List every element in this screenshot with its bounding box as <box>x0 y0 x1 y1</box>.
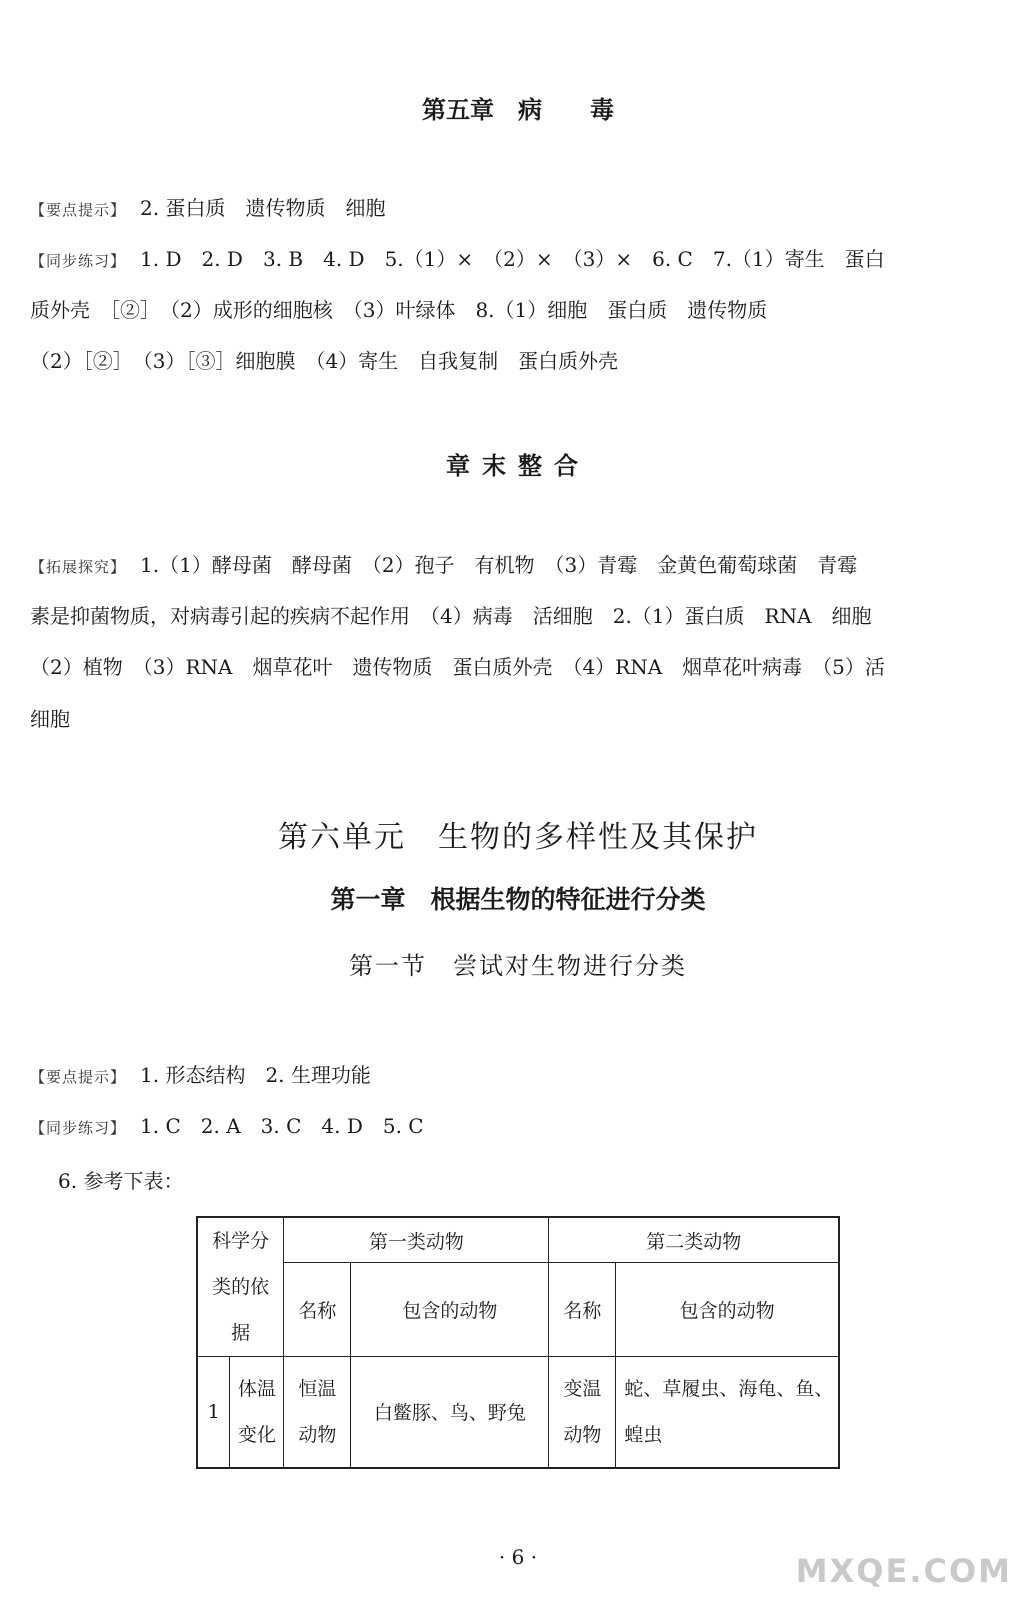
unit6-title: 第六单元 生物的多样性及其保护 <box>278 820 758 855</box>
summary-explore-line-1 <box>30 540 1016 593</box>
unit6-section-title: 第一节 尝试对生物进行分类 <box>349 952 687 980</box>
g2-name-header: 名称 <box>549 1263 616 1357</box>
basis-header: 科学分类的依据 <box>197 1217 284 1357</box>
key-points-tag: 【要点提示】 <box>30 201 127 219</box>
table-row <box>197 1357 839 1468</box>
chapter5-practice-line-2: 质外壳 ［②］ （2）成形的细胞核 （3）叶绿体 8.（1）细胞 蛋白质 遗传物质 <box>30 298 768 322</box>
g1-animals-header: 包含的动物 <box>351 1263 549 1357</box>
g2-animals-header: 包含的动物 <box>616 1263 839 1357</box>
summary-explore-line-3: （2）植物 （3）RNA 烟草花叶 遗传物质 蛋白质外壳 （4）RNA 烟草花叶病毒 （5）活 <box>30 655 885 679</box>
group1-header: 第一类动物 <box>284 1217 549 1263</box>
practice-tag: 【同步练习】 <box>30 252 127 270</box>
watermark-logo: MXQE.COM <box>795 1552 1012 1590</box>
explore-text: 1.（1）酵母菌 酵母菌 （2）孢子 有机物 （3）青霉 金黄色葡萄球菌 青霉 <box>140 553 858 577</box>
group2-header: 第二类动物 <box>549 1217 839 1263</box>
unit6-chapter-title: 第一章 根据生物的特征进行分类 <box>330 885 706 914</box>
unit6-q6: 6. 参考下表： <box>58 1169 184 1193</box>
row-basis: 体温变化 <box>230 1357 284 1468</box>
summary-explore-line-4: 细胞 <box>30 707 70 731</box>
chapter5-practice-line-1 <box>30 234 1016 287</box>
key-points-text: 2. 蛋白质 遗传物质 细胞 <box>140 196 386 220</box>
row-g2-animals: 蛇、草履虫、海龟、鱼、蝗虫 <box>616 1357 839 1468</box>
classification-table <box>196 1216 840 1469</box>
practice-tag: 【同步练习】 <box>30 1119 127 1137</box>
unit6-practice <box>30 1101 1016 1154</box>
unit6-key-points <box>30 1050 1016 1103</box>
summary-explore-line-2: 素是抑菌物质，对病毒引起的疾病不起作用 （4）病毒 活细胞 2.（1）蛋白质 RNA 细胞 <box>30 604 872 628</box>
row-g1-animals: 白鳖豚、鸟、野兔 <box>351 1357 549 1468</box>
practice-text: 1. C 2. A 3. C 4. D 5. C <box>140 1114 424 1138</box>
row-index: 1 <box>197 1357 230 1468</box>
chapter5-practice-line-3: （2）［②］ （3）［③］细胞膜 （4）寄生 自我复制 蛋白质外壳 <box>30 349 619 373</box>
g1-name-header: 名称 <box>284 1263 351 1357</box>
practice-text: 1. D 2. D 3. B 4. D 5.（1）× （2）× （3）× 6. C 7.（1）寄生 蛋白 <box>140 247 885 271</box>
row-g1-name: 恒温动物 <box>284 1357 351 1468</box>
key-points-text: 1. 形态结构 2. 生理功能 <box>140 1063 371 1087</box>
row-g2-name: 变温动物 <box>549 1357 616 1468</box>
summary-title: 章末整合 <box>446 452 590 480</box>
page-number: · 6 · <box>498 1545 538 1569</box>
chapter5-key-points <box>30 183 1016 236</box>
key-points-tag: 【要点提示】 <box>30 1068 127 1086</box>
explore-tag: 【拓展探究】 <box>30 558 127 576</box>
chapter5-title: 第五章 病 毒 <box>422 96 614 124</box>
